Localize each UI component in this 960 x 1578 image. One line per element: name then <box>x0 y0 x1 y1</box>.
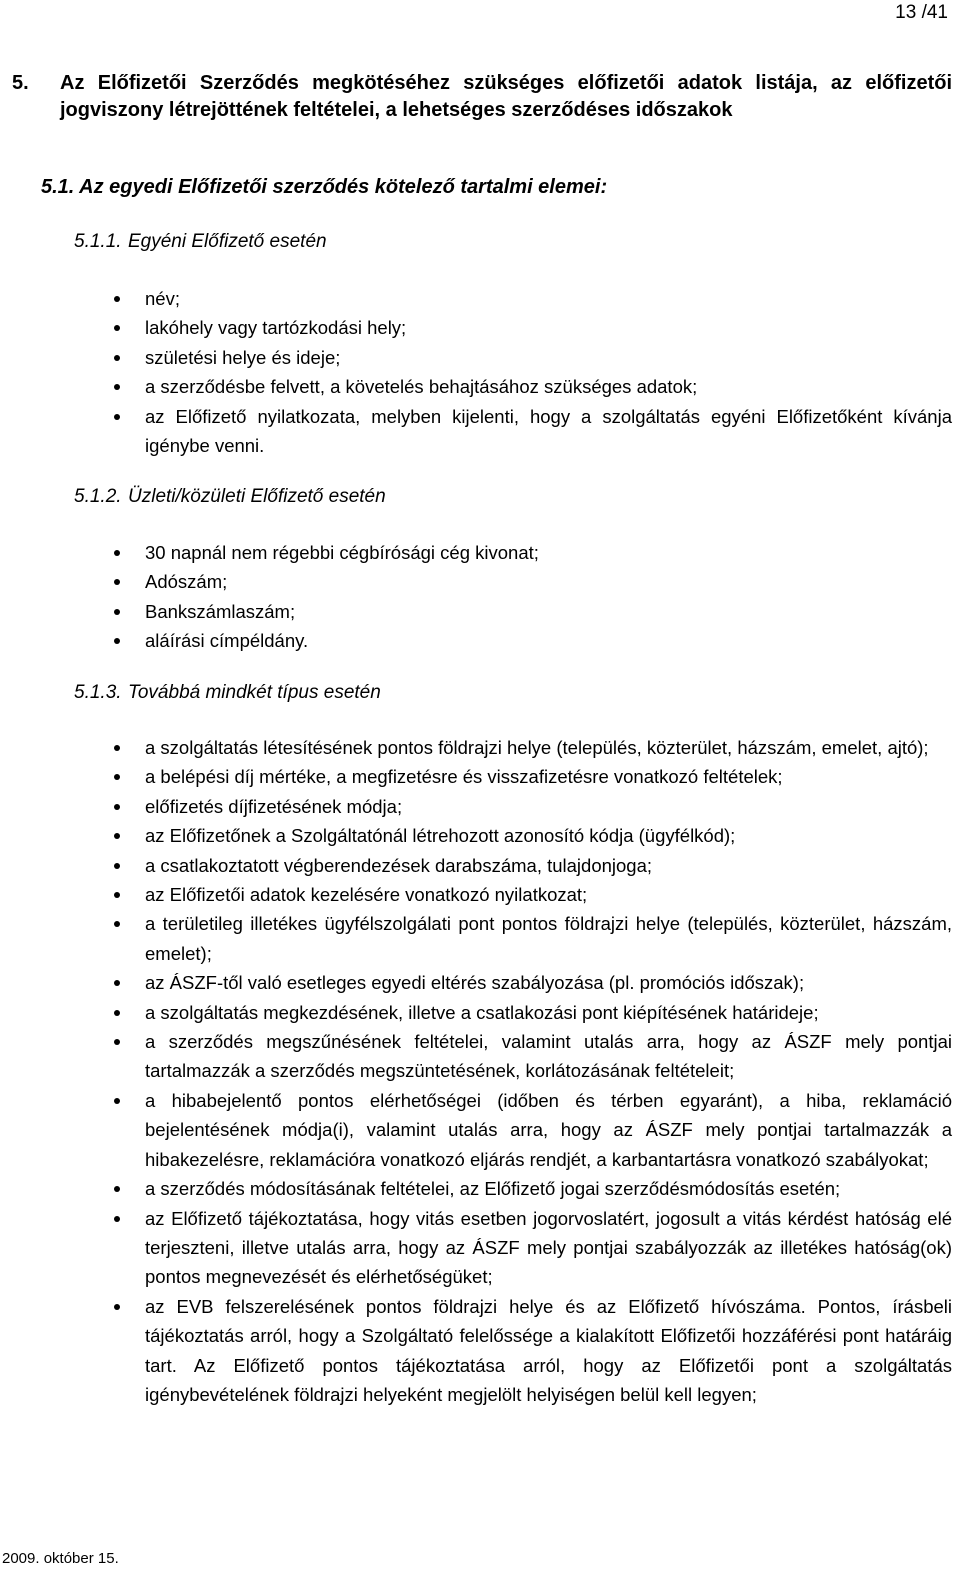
bullet-icon <box>114 1216 120 1222</box>
list-item: a szolgáltatás megkezdésének, illetve a csatlakozási pont kiépítésének határideje; <box>0 998 955 1027</box>
bullet-icon <box>114 296 120 302</box>
bullet-icon <box>114 550 120 556</box>
bullet-list-individual <box>0 284 955 460</box>
subsection-title: Egyéni Előfizető esetén <box>128 231 327 252</box>
list-item: a szolgáltatás létesítésének pontos földrajzi helye (település, közterület, házszám, emelet, ajtó); <box>0 733 955 762</box>
list-item: előfizetés díjfizetésének módja; <box>0 792 955 821</box>
list-item: a területileg illetékes ügyfélszolgálati pont pontos földrajzi helye (település, közterület, házszám, emelet); <box>0 909 955 968</box>
list-item: 30 napnál nem régebbi cégbírósági cég kivonat; <box>0 538 955 567</box>
bullet-icon <box>114 833 120 839</box>
list-item: aláírási címpéldány. <box>0 626 955 655</box>
list-item: születési helye és ideje; <box>0 343 955 372</box>
bullet-icon <box>114 1010 120 1016</box>
bullet-icon <box>114 414 120 420</box>
bullet-icon <box>114 384 120 390</box>
subsection-heading-5-1-3 <box>74 682 381 704</box>
bullet-icon <box>114 774 120 780</box>
bullet-icon <box>114 1039 120 1045</box>
list-item: az Előfizető nyilatkozata, melyben kijelenti, hogy a szolgáltatás egyéni Előfizetőként kívánja igénybe venni. <box>0 402 955 461</box>
footer-date: 2009. október 15. <box>2 1550 119 1567</box>
list-item: a hibabejelentő pontos elérhetőségei (időben és térben egyaránt), a hiba, reklamáció bejelentésének módja(i), valamint utalás arra, hogy az ÁSZF mely pontjai tartalmazzák a hibakezelésre, reklamációra vonatkozó eljárás rendjét, a karbantartásra vonatkozó szabályokat; <box>0 1086 955 1174</box>
bullet-icon <box>114 1186 120 1192</box>
section-title: Az Előfizetői Szerződés megkötéséhez szükséges előfizetői adatok listája, az előfizetői jogviszony létrejöttének feltételei, a lehetséges szerződéses időszakok <box>60 72 952 121</box>
subsection-heading-5-1: 5.1. Az egyedi Előfizetői szerződés kötelező tartalmi elemei: <box>41 176 608 198</box>
bullet-icon <box>114 863 120 869</box>
bullet-icon <box>114 579 120 585</box>
list-item: a szerződés megszűnésének feltételei, valamint utalás arra, hogy az ÁSZF mely pontjai tartalmazzák a szerződés megszüntetésének, korlátozásának feltételeit; <box>0 1027 955 1086</box>
bullet-icon <box>114 638 120 644</box>
subsection-number: 5.1.3. <box>74 682 122 703</box>
page-number: 13 /41 <box>895 2 948 23</box>
section-number: 5. <box>12 72 29 94</box>
list-item: a belépési díj mértéke, a megfizetésre és visszafizetésre vonatkozó feltételek; <box>0 762 955 791</box>
list-item: Adószám; <box>0 567 955 596</box>
subsection-heading-5-1-1 <box>74 231 327 253</box>
subsection-heading-5-1-2 <box>74 486 386 508</box>
subsection-title: Továbbá mindkét típus esetén <box>128 682 381 703</box>
list-item: az Előfizetőnek a Szolgáltatónál létrehozott azonosító kódja (ügyfélkód); <box>0 821 955 850</box>
section-heading-5 <box>12 70 952 124</box>
list-item: lakóhely vagy tartózkodási hely; <box>0 313 955 342</box>
list-item: az Előfizetői adatok kezelésére vonatkozó nyilatkozat; <box>0 880 955 909</box>
list-item: az Előfizető tájékoztatása, hogy vitás esetben jogorvoslatért, jogosult a vitás kérdést hatóság elé terjeszteni, illetve utalás arra, hogy az ÁSZF mely pontjai szabályozzák az illetékes hatóság(ok) pontos megnevezését és elérhetőségüket; <box>0 1204 955 1292</box>
bullet-icon <box>114 355 120 361</box>
subsection-title: Üzleti/közületi Előfizető esetén <box>128 486 386 507</box>
bullet-icon <box>114 892 120 898</box>
bullet-icon <box>114 1304 120 1310</box>
list-item: az ÁSZF-től való esetleges egyedi eltérés szabályozása (pl. promóciós időszak); <box>0 968 955 997</box>
bullet-icon <box>114 609 120 615</box>
bullet-list-both <box>0 733 955 1409</box>
bullet-icon <box>114 325 120 331</box>
bullet-icon <box>114 745 120 751</box>
list-item: Bankszámlaszám; <box>0 597 955 626</box>
subsection-number: 5.1.2. <box>74 486 122 507</box>
list-item: a szerződés módosításának feltételei, az Előfizető jogai szerződésmódosítás esetén; <box>0 1174 955 1203</box>
list-item: a csatlakoztatott végberendezések darabszáma, tulajdonjoga; <box>0 851 955 880</box>
list-item: az EVB felszerelésének pontos földrajzi helye és az Előfizető hívószáma. Pontos, írásbeli tájékoztatás arról, hogy a Szolgáltató felelőssége a kialakított Előfizetői hozzáférési pont határáig tart. Az Előfizető pontos tájékoztatása arról, hogy az Előfizetői pont a szolgáltatás igénybevételének földrajzi helyeként megjelölt helyiségen belül kell legyen; <box>0 1292 955 1410</box>
subsection-number: 5.1.1. <box>74 231 122 252</box>
list-item: név; <box>0 284 955 313</box>
bullet-icon <box>114 980 120 986</box>
list-item: a szerződésbe felvett, a követelés behajtásához szükséges adatok; <box>0 372 955 401</box>
bullet-icon <box>114 1098 120 1104</box>
bullet-icon <box>114 804 120 810</box>
bullet-list-business <box>0 538 955 656</box>
bullet-icon <box>114 921 120 927</box>
